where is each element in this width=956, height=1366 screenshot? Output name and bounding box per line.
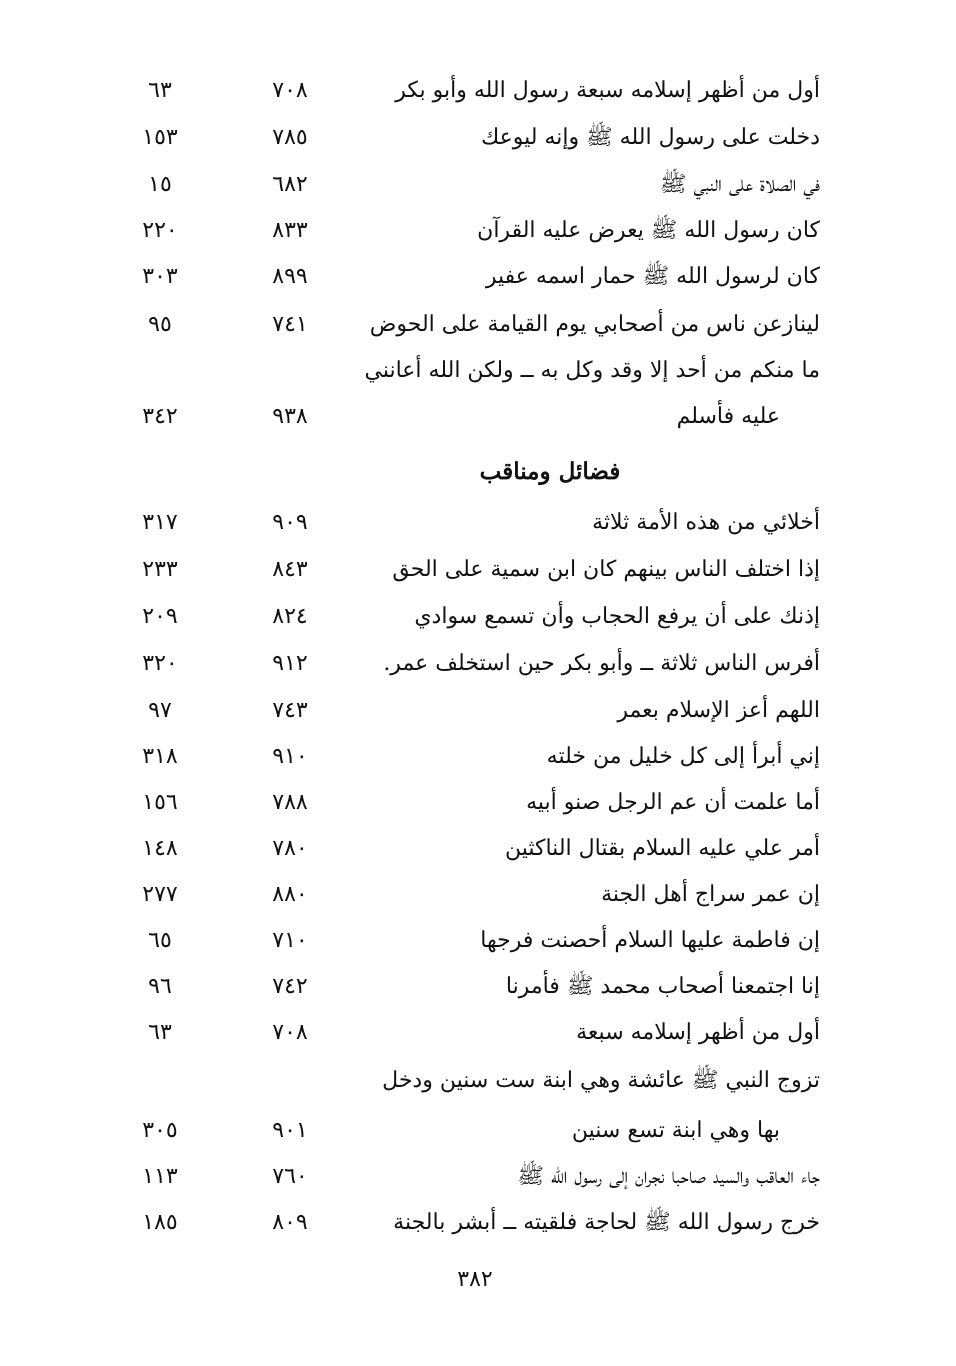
hadith-number: ٩١٢ (272, 651, 308, 676)
index-entry (100, 594, 820, 640)
index-entry (100, 826, 820, 872)
page-reference: ٣٢٠ (142, 651, 178, 676)
page-reference: ٣٠٥ (142, 1118, 178, 1143)
hadith-number: ٨٣٣ (272, 218, 308, 243)
page-reference: ١١٣ (142, 1164, 178, 1189)
entry-text: أفرس الناس ثلاثة ــ وأبو بكر حين استخلف عمر. (383, 651, 820, 676)
hadith-number: ٦٨٢ (272, 172, 308, 197)
hadith-number: ٧١٠ (272, 928, 308, 953)
hadith-number: ٧٨٥ (272, 125, 308, 150)
page-reference: ٣٠٣ (142, 264, 178, 289)
entry-text: إن عمر سراج أهل الجنة (601, 882, 820, 907)
index-entry (100, 964, 820, 1010)
index-entry (100, 688, 820, 734)
index-entry (100, 1058, 820, 1104)
entry-text: أخلائي من هذه الأمة ثلاثة (592, 510, 820, 535)
index-entry (100, 918, 820, 964)
page-number-footer: ٣٨٢ (457, 1267, 493, 1292)
page-reference: ٢٠٩ (142, 604, 178, 629)
index-entry (100, 394, 820, 440)
hadith-number: ٧٠٨ (272, 1020, 308, 1045)
hadith-number: ٧٨٨ (272, 790, 308, 815)
hadith-number: ٧٠٨ (272, 78, 308, 103)
entry-text: أول من أظهر إسلامه سبعة (576, 1020, 820, 1045)
hadith-number: ٨٩٩ (272, 264, 308, 289)
page-reference: ٦٥ (148, 928, 172, 953)
entry-text: ما منكم من أحد إلا وقد وكل به ــ ولكن الله أعانني (364, 358, 820, 383)
index-entry (100, 547, 820, 593)
index-entry (100, 500, 820, 546)
entry-text: أول من أظهر إسلامه سبعة رسول الله وأبو بكر (395, 78, 820, 103)
hadith-number: ٨٨٠ (272, 882, 308, 907)
index-entry (100, 734, 820, 780)
hadith-number: ٩٠٩ (272, 510, 308, 535)
index-entry (100, 1010, 820, 1056)
index-entry (100, 872, 820, 918)
page-reference: ٢٢٠ (142, 218, 178, 243)
index-entry (100, 780, 820, 826)
entry-text: كان لرسول الله ﷺ حمار اسمه عفير (485, 264, 820, 289)
page-reference: ١٥٦ (142, 790, 178, 815)
page-reference: ٩٧ (148, 698, 172, 723)
entry-text: إني أبرأ إلى كل خليل من خلته (546, 744, 820, 769)
entry-text: بها وهي ابنة تسع سنين (571, 1118, 780, 1143)
entry-text: دخلت على رسول الله ﷺ وإنه ليوعك (481, 125, 820, 150)
page-reference: ٦٣ (148, 1020, 172, 1045)
page-reference: ٣١٨ (142, 744, 178, 769)
hadith-number: ٧٤١ (272, 312, 308, 337)
page-reference: ١٨٥ (142, 1210, 178, 1235)
section-heading: فضائل ومناقب (479, 458, 621, 485)
hadith-number: ٨٢٤ (272, 604, 308, 629)
hadith-number: ٧٤٣ (272, 698, 308, 723)
index-entry (100, 208, 820, 254)
index-entry (100, 68, 820, 114)
hadith-number: ٧٦٠ (272, 1164, 308, 1189)
entry-text: كان رسول الله ﷺ يعرض عليه القرآن (477, 218, 820, 243)
index-entry (100, 115, 820, 161)
hadith-number: ٨٤٣ (272, 557, 308, 582)
index-entry (100, 1154, 820, 1200)
index-entry (100, 162, 820, 208)
entry-text: إن فاطمة عليها السلام أحصنت فرجها (480, 928, 820, 953)
entry-text: عليه فأسلم (676, 404, 780, 429)
hadith-number: ٧٤٢ (272, 974, 308, 999)
entry-text: أمر علي عليه السلام بقتال الناكثين (504, 836, 820, 861)
entry-text: خرج رسول الله ﷺ لحاجة فلقيته ــ أبشر بالجنة (393, 1210, 820, 1235)
page-reference: ١٥ (148, 172, 172, 197)
entry-text: في الصلاة على النبي ﷺ (659, 172, 820, 197)
entry-text: اللهم أعز الإسلام بعمر (617, 698, 820, 723)
page-reference: ٩٦ (148, 974, 172, 999)
index-entry (100, 1200, 820, 1246)
index-entry (100, 302, 820, 348)
page-reference: ١٤٨ (142, 836, 178, 861)
hadith-number: ٧٨٠ (272, 836, 308, 861)
hadith-number: ٩١٠ (272, 744, 308, 769)
entry-text: تزوج النبي ﷺ عائشة وهي ابنة ست سنين ودخل (382, 1068, 820, 1093)
entry-text: لينازعن ناس من أصحابي يوم القيامة على الحوض (369, 312, 820, 337)
hadith-number: ٨٠٩ (272, 1210, 308, 1235)
entry-text: إذنك على أن يرفع الحجاب وأن تسمع سوادي (414, 604, 820, 629)
index-entry (100, 641, 820, 687)
page-reference: ٩٥ (148, 312, 172, 337)
page-reference: ١٥٣ (142, 125, 178, 150)
page-reference: ٣١٧ (142, 510, 178, 535)
page-reference: ٢٣٣ (142, 557, 178, 582)
entry-text: أما علمت أن عم الرجل صنو أبيه (526, 790, 820, 815)
page-reference: ٢٧٧ (142, 882, 178, 907)
entry-text: إذا اختلف الناس بينهم كان ابن سمية على الحق (392, 557, 820, 582)
entry-text: إنا اجتمعنا أصحاب محمد ﷺ فأمرنا (505, 974, 820, 999)
entry-text: جاء العاقب والسيد صاحبا نجران إلى رسول الله ﷺ (517, 1164, 820, 1189)
index-entry (100, 348, 820, 394)
hadith-number: ٩٠١ (272, 1118, 308, 1143)
index-entry (100, 254, 820, 300)
page-reference: ٦٣ (148, 78, 172, 103)
index-entry (100, 1108, 820, 1154)
page-reference: ٣٤٢ (142, 404, 178, 429)
hadith-number: ٩٣٨ (272, 404, 308, 429)
